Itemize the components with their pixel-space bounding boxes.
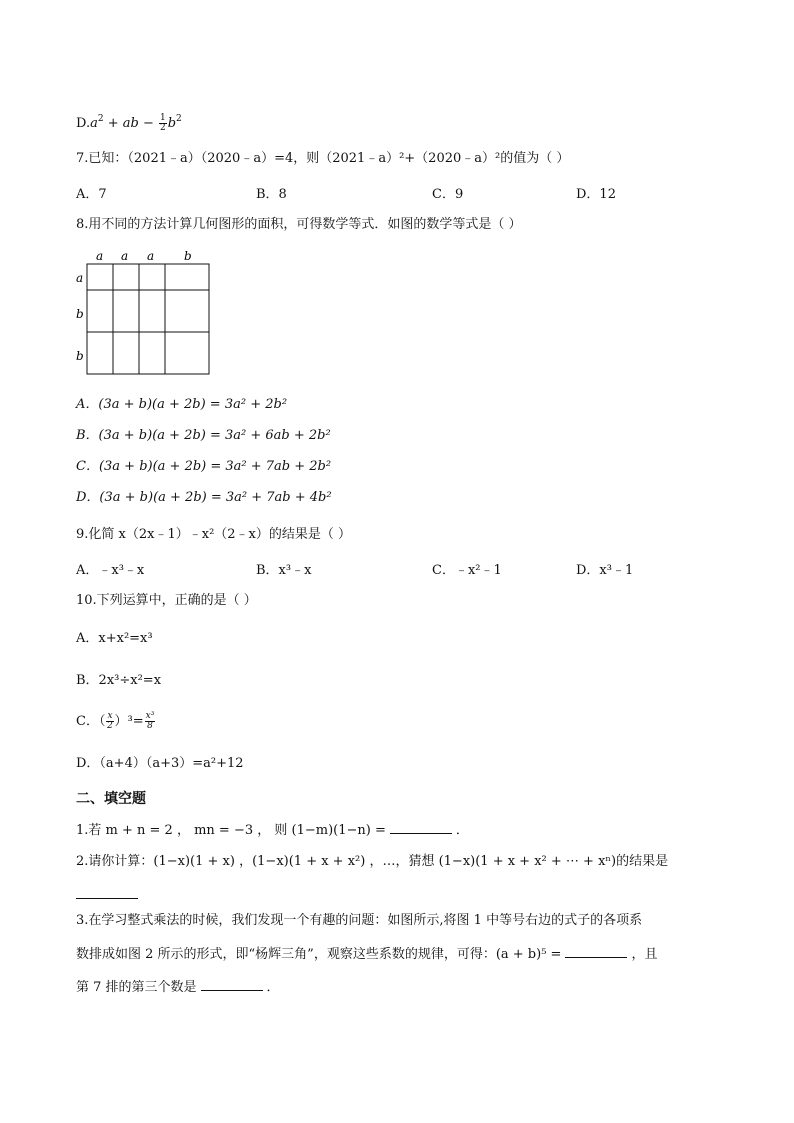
q10-option-c: C．（ $\frac{x}{2}$ ）³= $\frac{\text{x³}}{8}$ — [76, 711, 155, 731]
q10-option-d: D．（a+4）（a+3）=a²+12 — [76, 756, 244, 771]
q7-option-c: C．9 — [432, 187, 464, 202]
q7-stem: 7.已知：（2021﹣a）（2020﹣a）=4，则（2021﹣a）²+（2020﹣a）²的值为（ ） — [76, 151, 570, 166]
top-label-a2: a — [121, 249, 129, 263]
q7-option-b: B．8 — [256, 187, 287, 202]
fraction: $\frac{1}{2}$ — [159, 113, 166, 133]
fill-q2: 2.请你计算：(1−x)(1 + x) ，(1−x)(1 + x + x²) ，…，猜想 (1−x)(1 + x + x² + ⋯ + xⁿ)的结果是 — [76, 854, 669, 869]
q8-stem: 8.用不同的方法计算几何图形的面积，可得数学等式．如图的数学等式是（ ） — [76, 217, 522, 232]
q10-stem: 10.下列运算中，正确的是（ ） — [76, 593, 257, 608]
grid-lines — [87, 264, 209, 374]
fill-q3-line1: 3.在学习整式乘法的时候，我们发现一个有趣的问题：如图所示,将图 1 中等号右边的式子的各项系 — [76, 913, 643, 928]
side-label-b2: b — [76, 349, 84, 363]
q9-option-b: B．x³﹣x — [256, 563, 312, 578]
q8-option-c: C．(3a + b)(a + 2b) = 3a² + 7ab + 2b² — [76, 459, 332, 474]
q6-option-d: $D.a^2$ + ab − $\frac{1}{2}$ $b^2$ — [76, 113, 182, 133]
top-label-a3: a — [147, 249, 155, 263]
q8-option-d: D．(3a + b)(a + 2b) = 3a² + 7ab + 4b² — [76, 490, 332, 505]
fill-q3-line3: 第 7 排的第三个数是 ． — [76, 980, 280, 995]
q9-option-a: A．﹣x³﹣x — [76, 563, 145, 578]
fill-q3-line2: 数排成如图 2 所示的形式，即“杨辉三角”，观察这些系数的规律，可得：(a + b)⁵ = ，且 — [76, 947, 658, 962]
q8-option-a: A．(3a + b)(a + 2b) = 3a² + 2b² — [76, 397, 288, 412]
fill-q1: 1.若 m + n = 2 ， mn = −3 ， 则 (1−m)(1−n) = ． — [76, 823, 469, 838]
answer-blank-3 — [565, 945, 627, 958]
section-title-fill-in: 二、填空题 — [76, 791, 146, 807]
top-label-b: b — [184, 249, 192, 263]
top-label-a1: a — [96, 249, 104, 263]
q7-option-d: D．12 — [576, 187, 616, 202]
q8-option-b: B．(3a + b)(a + 2b) = 3a² + 6ab + 2b² — [76, 428, 331, 443]
q9-stem: 9.化简 x（2x﹣1）﹣x²（2﹣x）的结果是（ ） — [76, 527, 352, 542]
q9-option-d: D．x³﹣1 — [576, 563, 634, 578]
answer-blank-1 — [390, 821, 452, 834]
side-label-b1: b — [76, 307, 84, 321]
q10-option-b: B．2x³÷x²=x — [76, 673, 162, 688]
q7-option-a: A．7 — [76, 187, 107, 202]
side-label-a: a — [76, 271, 84, 285]
q8-area-figure — [70, 246, 220, 380]
q10-option-a: A．x+x²=x³ — [76, 631, 153, 646]
q9-option-c: C．﹣x²﹣1 — [432, 563, 502, 578]
answer-blank-2 — [76, 898, 138, 899]
answer-blank-4 — [201, 978, 263, 991]
